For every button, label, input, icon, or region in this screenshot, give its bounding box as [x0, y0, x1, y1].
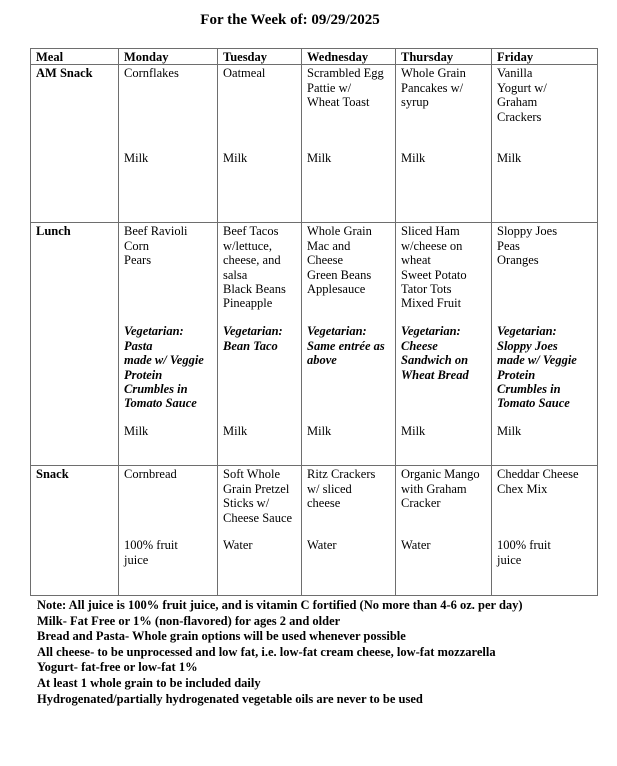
- menu-notes: [37, 598, 577, 707]
- menu-items: Whole Grain Mac and Cheese Green Beans Applesauce: [307, 224, 372, 297]
- beverage: Milk: [307, 151, 332, 166]
- menu-items: Soft Whole Grain Pretzel Sticks w/ Cheese Sauce: [223, 467, 293, 525]
- beverage: Milk: [401, 151, 426, 166]
- snack-tuesday: [218, 466, 302, 596]
- lunch-wednesday: [302, 223, 396, 466]
- beverage: Milk: [124, 424, 149, 439]
- header-tuesday: Tuesday: [218, 49, 302, 65]
- am-snack-tuesday: [218, 65, 302, 223]
- snack-monday: [119, 466, 218, 596]
- menu-items: Whole Grain Pancakes w/ syrup: [401, 66, 466, 110]
- snack-thursday: [396, 466, 492, 596]
- header-friday: Friday: [492, 49, 598, 65]
- menu-items: Beef Ravioli Corn Pears: [124, 224, 188, 268]
- beverage: Milk: [223, 424, 248, 439]
- page-title: For the Week of: 09/29/2025: [200, 12, 380, 28]
- menu-items: Cornbread: [124, 467, 177, 482]
- beverage: Water: [401, 538, 431, 553]
- beverage: Milk: [124, 151, 149, 166]
- menu-items: Sloppy Joes Peas Oranges: [497, 224, 558, 268]
- meal-label-lunch: [31, 223, 119, 466]
- lunch-row: [31, 223, 598, 466]
- beverage: Milk: [497, 424, 522, 439]
- vegetarian-option: Vegetarian: Pasta made w/ Veggie Protein Crumbles in Tomato Sauce: [124, 324, 204, 411]
- beverage: Water: [307, 538, 337, 553]
- beverage: Water: [223, 538, 253, 553]
- meal-label-snack: [31, 466, 119, 596]
- note-bread-pasta: Bread and Pasta- Whole grain options will be used whenever possible: [37, 629, 406, 644]
- menu-items: Scrambled Egg Pattie w/ Wheat Toast: [307, 66, 384, 110]
- beverage: Milk: [401, 424, 426, 439]
- vegetarian-option: Vegetarian: Same entrée as above: [307, 324, 385, 368]
- note-yogurt: Yogurt- fat-free or low-fat 1%: [37, 660, 198, 675]
- beverage: 100% fruit juice: [497, 538, 551, 567]
- header-thursday: Thursday: [396, 49, 492, 65]
- beverage: 100% fruit juice: [124, 538, 178, 567]
- menu-items: Cheddar Cheese Chex Mix: [497, 467, 579, 496]
- menu-items: Ritz Crackers w/ sliced cheese: [307, 467, 376, 511]
- header-meal: Meal: [31, 49, 119, 65]
- note-juice: Note: All juice is 100% fruit juice, and is vitamin C fortified (No more than 4-6 oz. per day): [37, 598, 523, 612]
- menu-items: Oatmeal: [223, 66, 266, 81]
- vegetarian-option: Vegetarian: Cheese Sandwich on Wheat Bread: [401, 324, 469, 382]
- meal-label-am-snack: [31, 65, 119, 223]
- am-snack-thursday: [396, 65, 492, 223]
- menu-items: Sliced Ham w/cheese on wheat Sweet Potato Tator Tots Mixed Fruit: [401, 224, 467, 311]
- menu-items: Beef Tacos w/lettuce, cheese, and salsa Black Beans Pineapple: [223, 224, 286, 311]
- am-snack-monday: [119, 65, 218, 223]
- beverage: Milk: [307, 424, 332, 439]
- weekly-menu-table: [30, 48, 598, 596]
- header-row: [31, 49, 598, 65]
- vegetarian-option: Vegetarian: Bean Taco: [223, 324, 283, 353]
- beverage: Milk: [497, 151, 522, 166]
- meal-name: Lunch: [36, 224, 71, 239]
- lunch-tuesday: [218, 223, 302, 466]
- snack-row: [31, 466, 598, 596]
- meal-name: Snack: [36, 467, 69, 482]
- header-wednesday: Wednesday: [302, 49, 396, 65]
- snack-friday: [492, 466, 598, 596]
- am-snack-wednesday: [302, 65, 396, 223]
- menu-items: Vanilla Yogurt w/ Graham Crackers: [497, 66, 547, 124]
- meal-name: AM Snack: [36, 66, 93, 81]
- note-whole-grain: At least 1 whole grain to be included daily: [37, 675, 261, 690]
- vegetarian-option: Vegetarian: Sloppy Joes made w/ Veggie Protein Crumbles in Tomato Sauce: [497, 324, 577, 411]
- note-cheese: All cheese- to be unprocessed and low fat, i.e. low-fat cream cheese, low-fat mozzarella: [37, 644, 496, 659]
- note-oils: Hydrogenated/partially hydrogenated vegetable oils are never to be used: [37, 691, 423, 706]
- lunch-thursday: [396, 223, 492, 466]
- menu-items: Cornflakes: [124, 66, 179, 81]
- lunch-monday: [119, 223, 218, 466]
- snack-wednesday: [302, 466, 396, 596]
- note-milk: Milk- Fat Free or 1% (non-flavored) for ages 2 and older: [37, 613, 341, 628]
- header-monday: Monday: [119, 49, 218, 65]
- am-snack-friday: [492, 65, 598, 223]
- menu-items: Organic Mango with Graham Cracker: [401, 467, 480, 511]
- am-snack-row: [31, 65, 598, 223]
- lunch-friday: [492, 223, 598, 466]
- beverage: Milk: [223, 151, 248, 166]
